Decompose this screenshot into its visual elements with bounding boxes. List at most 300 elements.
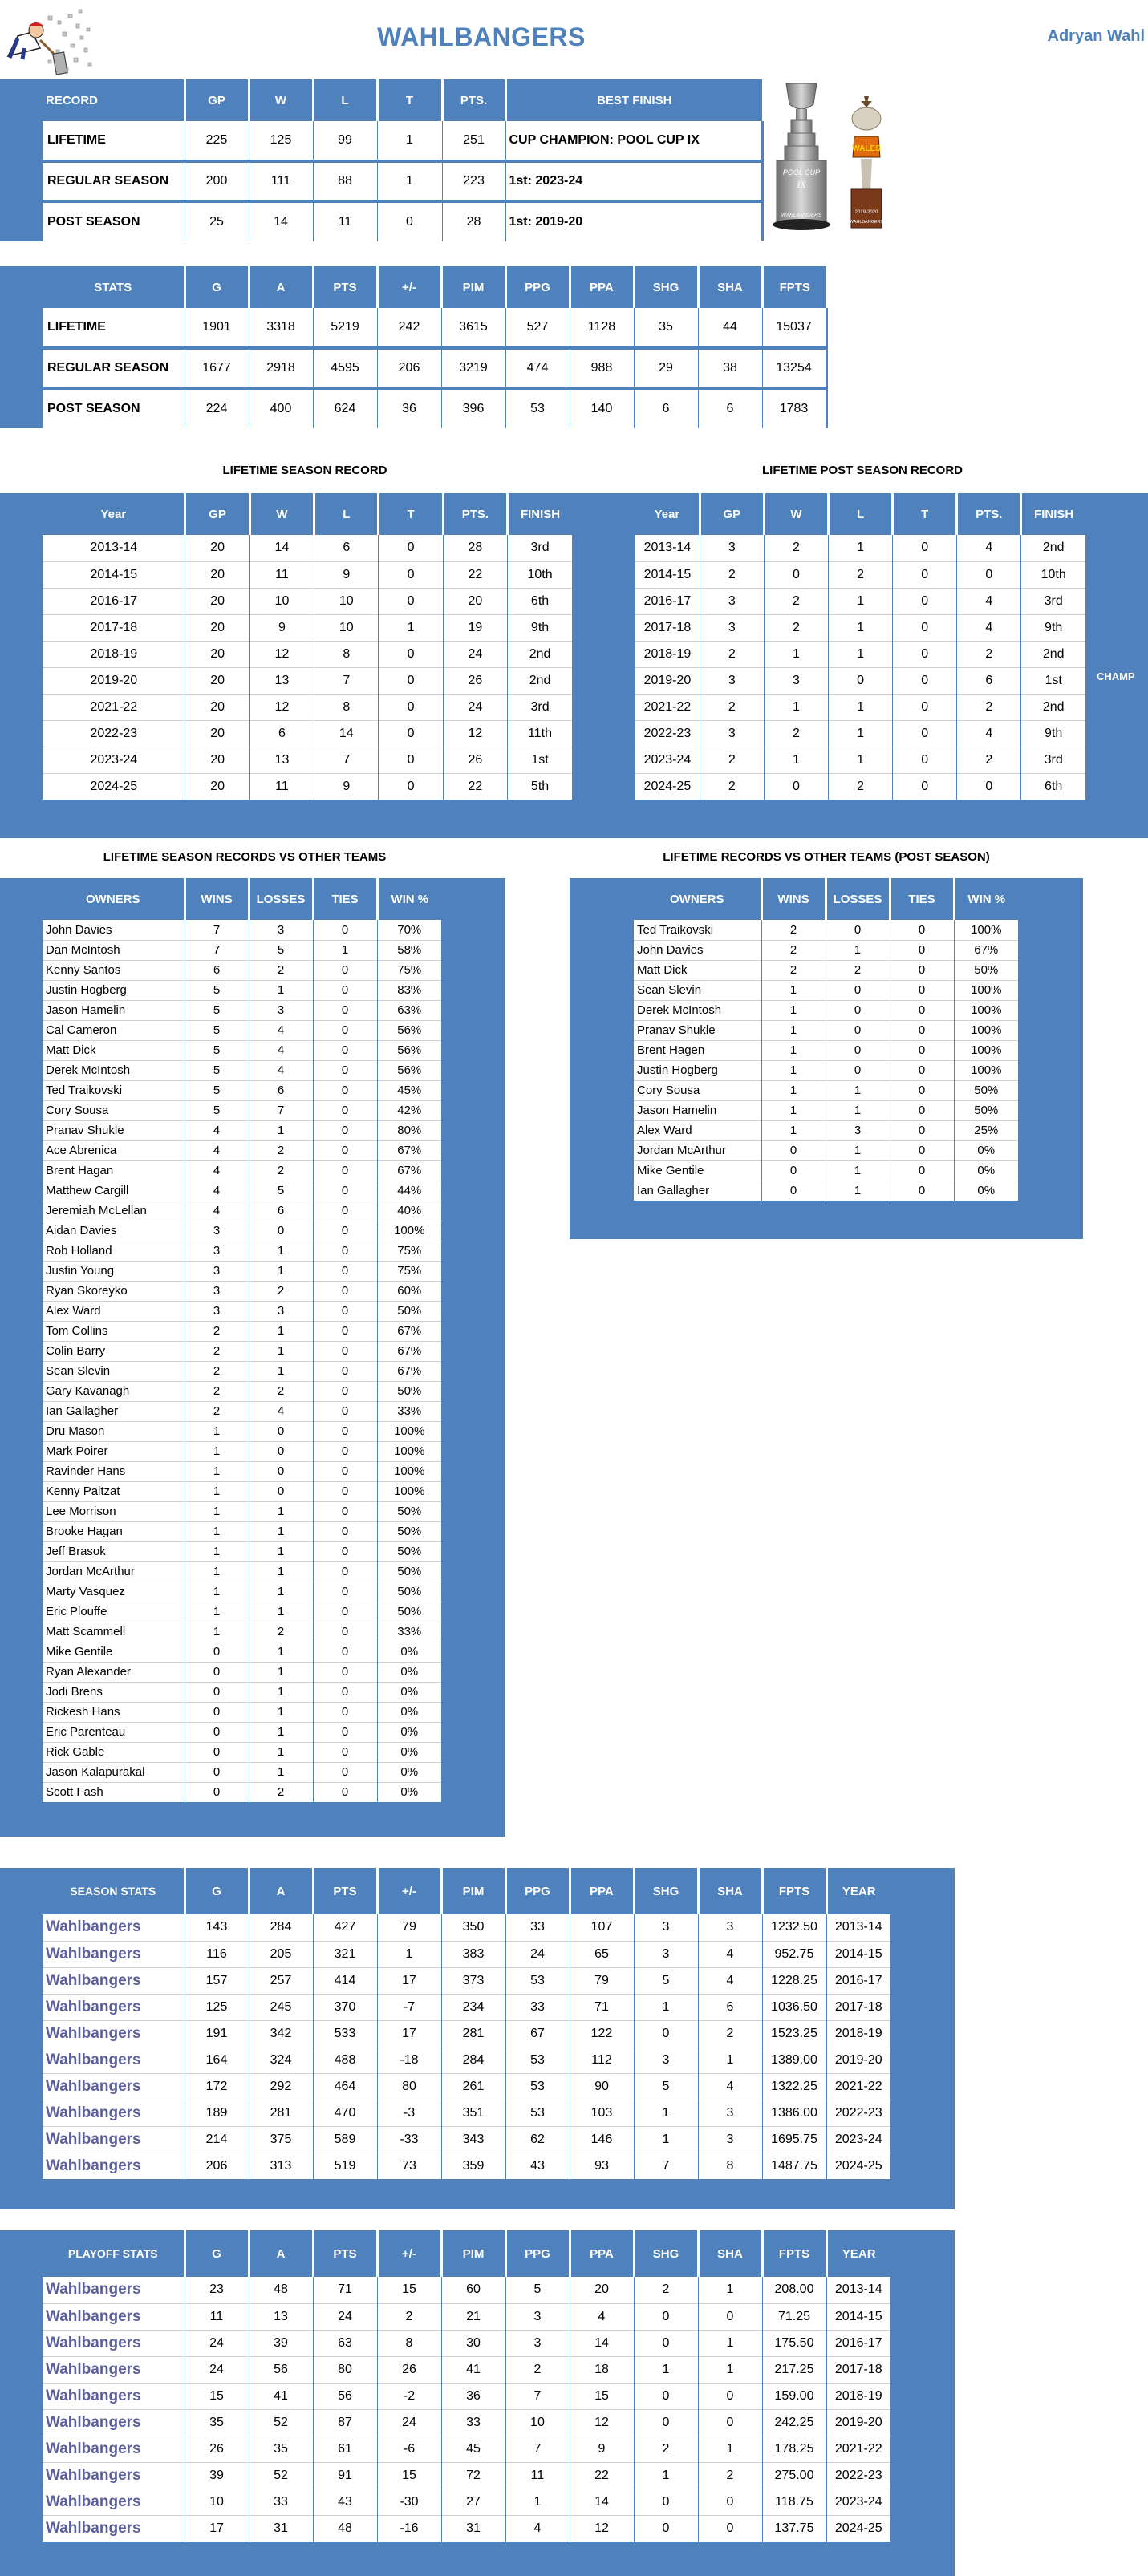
stats-row — [0, 2277, 890, 2303]
stat-cell: 2 — [377, 2303, 441, 2330]
owner-name: Brent Hagan — [43, 1160, 185, 1181]
owner-stat: 0 — [313, 1020, 377, 1040]
owner-row — [0, 1642, 441, 1662]
owner-stat: 100% — [954, 1040, 1018, 1060]
record-header-spacer — [0, 79, 43, 121]
stat-cell: 414 — [313, 1967, 377, 1994]
column-header: PLAYOFF STATS — [43, 2230, 185, 2277]
table-cell: 1 — [828, 588, 892, 614]
record-best-finish: CUP CHAMPION: POOL CUP IX — [505, 121, 762, 161]
table-cell: 10th — [508, 561, 572, 588]
stat-cell: 53 — [505, 2100, 570, 2126]
stat-cell: 1036.50 — [762, 1994, 826, 2020]
stats-row — [0, 1941, 890, 1967]
stat-cell: 22 — [570, 2462, 634, 2489]
owner-stat: 0 — [313, 1140, 377, 1160]
table-cell: 2022-23 — [635, 720, 700, 747]
table-cell: 0 — [893, 667, 957, 694]
table-cell: 1 — [764, 694, 828, 720]
stat-cell: 342 — [249, 2020, 313, 2047]
table-cell: 1 — [828, 535, 892, 561]
owner-stat: 100% — [954, 1020, 1018, 1040]
table-cell: 0 — [893, 588, 957, 614]
record-pts: 223 — [442, 161, 505, 201]
owner-name: Marty Vasquez — [43, 1582, 185, 1602]
owner-name: Lee Morrison — [43, 1501, 185, 1521]
column-header: FINISH — [1021, 493, 1085, 535]
owner-row — [0, 1421, 441, 1441]
table-cell: 3 — [700, 614, 764, 641]
owner-row — [0, 1060, 441, 1080]
owner-stat: 40% — [377, 1201, 441, 1221]
team-name: Wahlbangers — [43, 2303, 185, 2330]
stat-cell: 10 — [505, 2409, 570, 2436]
table-cell: 2 — [700, 747, 764, 773]
stat-cell: 261 — [441, 2073, 505, 2100]
owner-name: Kenny Santos — [43, 960, 185, 980]
stat-cell: 35 — [185, 2409, 249, 2436]
stat-cell: 178.25 — [762, 2436, 826, 2462]
owner-stat: 2 — [185, 1321, 249, 1341]
owner-stat: 5 — [249, 1181, 313, 1201]
table-cell: 2nd — [1021, 641, 1085, 667]
stat-cell: 4 — [698, 1941, 762, 1967]
stats-table — [0, 266, 828, 428]
table-cell: 0 — [893, 614, 957, 641]
owner-stat: 0 — [185, 1642, 249, 1662]
owner-name: Rickesh Hans — [43, 1702, 185, 1722]
owner-row — [0, 1722, 441, 1742]
owner-name: Eric Plouffe — [43, 1602, 185, 1622]
owner-name: Sean Slevin — [634, 980, 761, 1000]
stats-header-row — [0, 266, 826, 308]
team-name: Wahlbangers — [43, 2020, 185, 2047]
table-cell: 8 — [314, 641, 379, 667]
owner-stat: 0 — [313, 1261, 377, 1281]
table-cell: 9 — [314, 773, 379, 800]
stat-cell: 15 — [570, 2383, 634, 2409]
owner-stat: 2 — [249, 1622, 313, 1642]
owner-row — [0, 1501, 441, 1521]
stat-cell: 0 — [634, 2303, 698, 2330]
owner-name: Alex Ward — [43, 1301, 185, 1321]
owner-name: Cal Cameron — [43, 1020, 185, 1040]
stats-cell: 6 — [698, 388, 762, 428]
owner-stat: 0 — [313, 980, 377, 1000]
column-header: PTS. — [957, 493, 1021, 535]
stat-cell: 122 — [570, 2020, 634, 2047]
record-row-lifetime — [0, 121, 762, 161]
stats-cell: 1783 — [762, 388, 826, 428]
owner-row — [570, 980, 1018, 1000]
stat-cell: 2014-15 — [826, 2303, 890, 2330]
stat-cell: 324 — [249, 2047, 313, 2073]
owner-stat: 50% — [377, 1602, 441, 1622]
stat-cell: 41 — [441, 2356, 505, 2383]
owner-row — [570, 1140, 1018, 1160]
stat-cell: 33 — [441, 2409, 505, 2436]
table-cell: 11 — [249, 561, 314, 588]
table-cell: 2013-14 — [43, 535, 185, 561]
stat-cell: 292 — [249, 2073, 313, 2100]
table-cell: 4 — [957, 535, 1021, 561]
owner-stat: 6 — [249, 1201, 313, 1221]
owner-stat: 58% — [377, 940, 441, 960]
table-cell: 0 — [764, 773, 828, 800]
table-cell: 2nd — [1021, 535, 1085, 561]
owner-name: Rob Holland — [43, 1241, 185, 1261]
stat-cell: 1 — [634, 2126, 698, 2153]
table-cell: 2 — [764, 535, 828, 561]
stat-cell: -16 — [377, 2515, 441, 2542]
owner-stat: 4 — [249, 1040, 313, 1060]
stats-row — [0, 2020, 890, 2047]
owner-name: Justin Hogberg — [43, 980, 185, 1000]
owner-stat: 0 — [890, 1181, 954, 1201]
stat-cell: 2019-20 — [826, 2047, 890, 2073]
table-row — [574, 747, 1085, 773]
owner-name: Jeff Brasok — [43, 1541, 185, 1561]
owner-stat: 1 — [249, 1742, 313, 1762]
owner-stat: 56% — [377, 1040, 441, 1060]
table-cell: 0 — [379, 720, 443, 747]
stat-cell: 0 — [634, 2330, 698, 2356]
owner-row — [0, 1702, 441, 1722]
owner-row — [0, 1682, 441, 1702]
stat-cell: 8 — [377, 2330, 441, 2356]
column-header: WIN % — [954, 878, 1018, 920]
owner-stat: 0 — [313, 1742, 377, 1762]
table-cell: 3rd — [508, 535, 572, 561]
owner-stat: 100% — [377, 1421, 441, 1441]
owner-row — [0, 1100, 441, 1120]
table-cell: 6th — [1021, 773, 1085, 800]
stats-header-ppg: PPG — [505, 266, 570, 308]
table-cell: 2018-19 — [43, 641, 185, 667]
column-header: G — [185, 1868, 249, 1914]
owner-stat: 1 — [249, 1120, 313, 1140]
owner-stat: 0 — [313, 1722, 377, 1742]
owner-stat: 1 — [761, 1060, 826, 1080]
column-header: PIM — [441, 1868, 505, 1914]
stats-header-pim: PIM — [441, 266, 505, 308]
post-season-record-table — [574, 493, 1085, 800]
owner-row — [0, 1602, 441, 1622]
stat-cell: 23 — [185, 2277, 249, 2303]
stat-cell: 15 — [377, 2462, 441, 2489]
owner-name: Sean Slevin — [43, 1361, 185, 1381]
stat-cell: 56 — [249, 2356, 313, 2383]
owner-stat: 1 — [249, 1361, 313, 1381]
owner-stat: 1 — [249, 1662, 313, 1682]
stat-cell: 36 — [441, 2383, 505, 2409]
table-cell: 2nd — [508, 667, 572, 694]
stat-cell: 39 — [185, 2462, 249, 2489]
owner-stat: 50% — [377, 1561, 441, 1582]
owner-stat: 1 — [249, 1702, 313, 1722]
column-header: WINS — [185, 878, 249, 920]
owner-stat: 75% — [377, 1241, 441, 1261]
owner-stat: 7 — [185, 940, 249, 960]
table-cell: 2016-17 — [43, 588, 185, 614]
table-cell: 4 — [957, 588, 1021, 614]
stat-cell: 43 — [313, 2489, 377, 2515]
playoff-stats-table — [0, 2230, 890, 2542]
stat-cell: 2013-14 — [826, 2277, 890, 2303]
owner-stat: 1 — [761, 1120, 826, 1140]
owner-stat: 50% — [377, 1381, 441, 1401]
column-header: L — [314, 493, 379, 535]
column-header: G — [185, 2230, 249, 2277]
stats-row — [0, 2047, 890, 2073]
stat-cell: 281 — [249, 2100, 313, 2126]
owner-stat: 2 — [185, 1381, 249, 1401]
table-cell: 2 — [957, 641, 1021, 667]
table-cell: 0 — [893, 720, 957, 747]
owner-stat: 0 — [313, 1521, 377, 1541]
stat-cell: 313 — [249, 2153, 313, 2179]
vs-post-table — [570, 878, 1018, 1201]
owner-stat: 100% — [377, 1461, 441, 1481]
team-name: Wahlbangers — [43, 2100, 185, 2126]
table-cell: 2019-20 — [43, 667, 185, 694]
owner-stat: 0% — [377, 1662, 441, 1682]
stat-cell: 5 — [634, 1967, 698, 1994]
vs-post-title: LIFETIME RECORDS VS OTHER TEAMS (POST SEASON) — [663, 850, 990, 864]
stat-cell: 71 — [570, 1994, 634, 2020]
owner-stat: 0 — [313, 1582, 377, 1602]
owner-stat: 2 — [249, 1281, 313, 1301]
stat-cell: 3 — [698, 2126, 762, 2153]
owner-row — [0, 940, 441, 960]
owner-stat: 0 — [313, 1241, 377, 1261]
stats-cell: 242 — [377, 308, 441, 348]
stat-cell: 2 — [698, 2020, 762, 2047]
table-cell: 4 — [957, 720, 1021, 747]
record-row-regular-season — [0, 161, 762, 201]
owner-stat: 0 — [313, 1221, 377, 1241]
stat-cell: 87 — [313, 2409, 377, 2436]
owner-stat: 1 — [249, 1722, 313, 1742]
column-header: LOSSES — [826, 878, 890, 920]
owner-row — [0, 1582, 441, 1602]
owner-stat: 0 — [890, 1040, 954, 1060]
stat-cell: 343 — [441, 2126, 505, 2153]
table-cell: 11th — [508, 720, 572, 747]
stat-cell: -7 — [377, 1994, 441, 2020]
owner-stat: 3 — [185, 1221, 249, 1241]
owner-stat: 42% — [377, 1100, 441, 1120]
owner-row — [570, 960, 1018, 980]
owner-stat: 0 — [249, 1461, 313, 1481]
owner-stat: 100% — [954, 1060, 1018, 1080]
stat-cell: 45 — [441, 2436, 505, 2462]
owner-row — [570, 1181, 1018, 1201]
stats-header-fpts: FPTS — [762, 266, 826, 308]
owner-stat: 0 — [313, 1160, 377, 1181]
vs-season-table — [0, 878, 441, 1802]
record-w: 111 — [249, 161, 313, 201]
stat-cell: 53 — [505, 2047, 570, 2073]
owner-stat: 1 — [185, 1481, 249, 1501]
stats-cell: 44 — [698, 308, 762, 348]
owner-stat: 0 — [890, 1060, 954, 1080]
owner-stat: 4 — [185, 1181, 249, 1201]
stat-cell: 1 — [634, 2462, 698, 2489]
record-gp: 25 — [185, 201, 249, 241]
stat-cell: 1695.75 — [762, 2126, 826, 2153]
table-cell: 0 — [379, 535, 443, 561]
stat-cell: 33 — [249, 2489, 313, 2515]
stat-cell: -30 — [377, 2489, 441, 2515]
stat-cell: 17 — [377, 2020, 441, 2047]
owner-stat: 5 — [185, 1100, 249, 1120]
owner-stat: 2 — [249, 1140, 313, 1160]
stat-cell: 4 — [505, 2515, 570, 2542]
stat-cell: 7 — [505, 2383, 570, 2409]
stat-cell: 24 — [185, 2356, 249, 2383]
owner-stat: 0% — [377, 1782, 441, 1802]
team-name: Wahlbangers — [43, 2515, 185, 2542]
stat-cell: 18 — [570, 2356, 634, 2383]
vs-season-title: LIFETIME SEASON RECORDS VS OTHER TEAMS — [103, 850, 387, 864]
stat-cell: 189 — [185, 2100, 249, 2126]
stats-cell: 36 — [377, 388, 441, 428]
owner-stat: 0% — [377, 1742, 441, 1762]
owner-name: Derek McIntosh — [634, 1000, 761, 1020]
owner-stat: 25% — [954, 1120, 1018, 1140]
owner-name: Mike Gentile — [634, 1160, 761, 1181]
table-cell: 14 — [249, 535, 314, 561]
stats-cell: 1901 — [185, 308, 249, 348]
stat-cell: 31 — [441, 2515, 505, 2542]
column-header: A — [249, 2230, 313, 2277]
table-cell: 2017-18 — [635, 614, 700, 641]
team-name: Wahlbangers — [43, 1941, 185, 1967]
table-cell: 20 — [185, 773, 249, 800]
table-cell: 3 — [764, 667, 828, 694]
owner-stat: 0 — [890, 1140, 954, 1160]
stat-cell: 146 — [570, 2126, 634, 2153]
stats-row — [0, 308, 826, 348]
stat-cell: 1523.25 — [762, 2020, 826, 2047]
stats-header-ppa: PPA — [570, 266, 634, 308]
column-header: PPA — [570, 1868, 634, 1914]
owner-stat: 0 — [313, 1301, 377, 1321]
stats-row — [0, 2489, 890, 2515]
post-season-record-title: LIFETIME POST SEASON RECORD — [761, 464, 963, 477]
column-header: FPTS — [762, 2230, 826, 2277]
owner-stat: 4 — [185, 1160, 249, 1181]
owner-name: Cory Sousa — [43, 1100, 185, 1120]
stat-cell: 519 — [313, 2153, 377, 2179]
owner-stat: 0 — [249, 1481, 313, 1501]
stat-cell: 157 — [185, 1967, 249, 1994]
table-cell: 3 — [700, 720, 764, 747]
owner-stat: 56% — [377, 1020, 441, 1040]
stat-cell: 91 — [313, 2462, 377, 2489]
owner-stat: 4 — [249, 1060, 313, 1080]
table-cell: 2024-25 — [43, 773, 185, 800]
stat-cell: 12 — [570, 2515, 634, 2542]
owner-row — [570, 1060, 1018, 1080]
stat-cell: 0 — [634, 2515, 698, 2542]
owner-stat: 2 — [249, 960, 313, 980]
stat-cell: 41 — [249, 2383, 313, 2409]
owner-stat: 0 — [313, 1702, 377, 1722]
owner-stat: 1 — [185, 1461, 249, 1481]
stat-cell: 9 — [570, 2436, 634, 2462]
stat-cell: 4 — [698, 1967, 762, 1994]
owner-stat: 6 — [249, 1080, 313, 1100]
stat-cell: 1228.25 — [762, 1967, 826, 1994]
stat-cell: 0 — [634, 2409, 698, 2436]
table-cell: 0 — [893, 641, 957, 667]
team-name: Wahlbangers — [43, 2047, 185, 2073]
owner-name: Ace Abrenica — [43, 1140, 185, 1160]
stats-header-a: A — [249, 266, 313, 308]
owner-stat: 50% — [377, 1501, 441, 1521]
owner-stat: 0 — [313, 1481, 377, 1501]
stats-row — [0, 2356, 890, 2383]
owner-stat: 0 — [185, 1762, 249, 1782]
table-cell: 20 — [185, 535, 249, 561]
column-header: PTS. — [443, 493, 507, 535]
owner-stat: 0 — [313, 1120, 377, 1140]
table-cell: 2 — [700, 561, 764, 588]
column-header: PTS — [313, 1868, 377, 1914]
stat-cell: 206 — [185, 2153, 249, 2179]
stat-cell: 31 — [249, 2515, 313, 2542]
stat-cell: 2 — [698, 2462, 762, 2489]
owner-stat: 0% — [954, 1140, 1018, 1160]
owner-stat: 45% — [377, 1080, 441, 1100]
owner-row — [570, 1000, 1018, 1020]
owner-name: Ravinder Hans — [43, 1461, 185, 1481]
stat-cell: 118.75 — [762, 2489, 826, 2515]
owner-name: Dan McIntosh — [43, 940, 185, 960]
owner-row — [0, 1020, 441, 1040]
owner-name: Mark Poirer — [43, 1441, 185, 1461]
table-cell: 7 — [314, 667, 379, 694]
owner-stat: 0 — [313, 1281, 377, 1301]
owner-name: Matt Dick — [634, 960, 761, 980]
header-row — [574, 493, 1085, 535]
table-row — [0, 588, 572, 614]
column-header: W — [764, 493, 828, 535]
column-header: FPTS — [762, 1868, 826, 1914]
stat-cell: 90 — [570, 2073, 634, 2100]
owner-stat: 0 — [313, 1762, 377, 1782]
owner-stat: 4 — [185, 1201, 249, 1221]
table-cell: 20 — [185, 720, 249, 747]
team-name: Wahlbangers — [43, 2073, 185, 2100]
stats-row — [0, 2100, 890, 2126]
stats-header-sha: SHA — [698, 266, 762, 308]
stat-cell: 67 — [505, 2020, 570, 2047]
owner-row — [0, 1361, 441, 1381]
stat-cell: 71 — [313, 2277, 377, 2303]
column-header: PPA — [570, 2230, 634, 2277]
owner-stat: 0 — [313, 1321, 377, 1341]
owner-name: Kenny Paltzat — [43, 1481, 185, 1501]
table-cell: 10th — [1021, 561, 1085, 588]
owner-stat: 0 — [249, 1221, 313, 1241]
record-gp: 225 — [185, 121, 249, 161]
stat-cell: 21 — [441, 2303, 505, 2330]
owner-stat: 1 — [249, 1321, 313, 1341]
table-cell: 20 — [185, 694, 249, 720]
